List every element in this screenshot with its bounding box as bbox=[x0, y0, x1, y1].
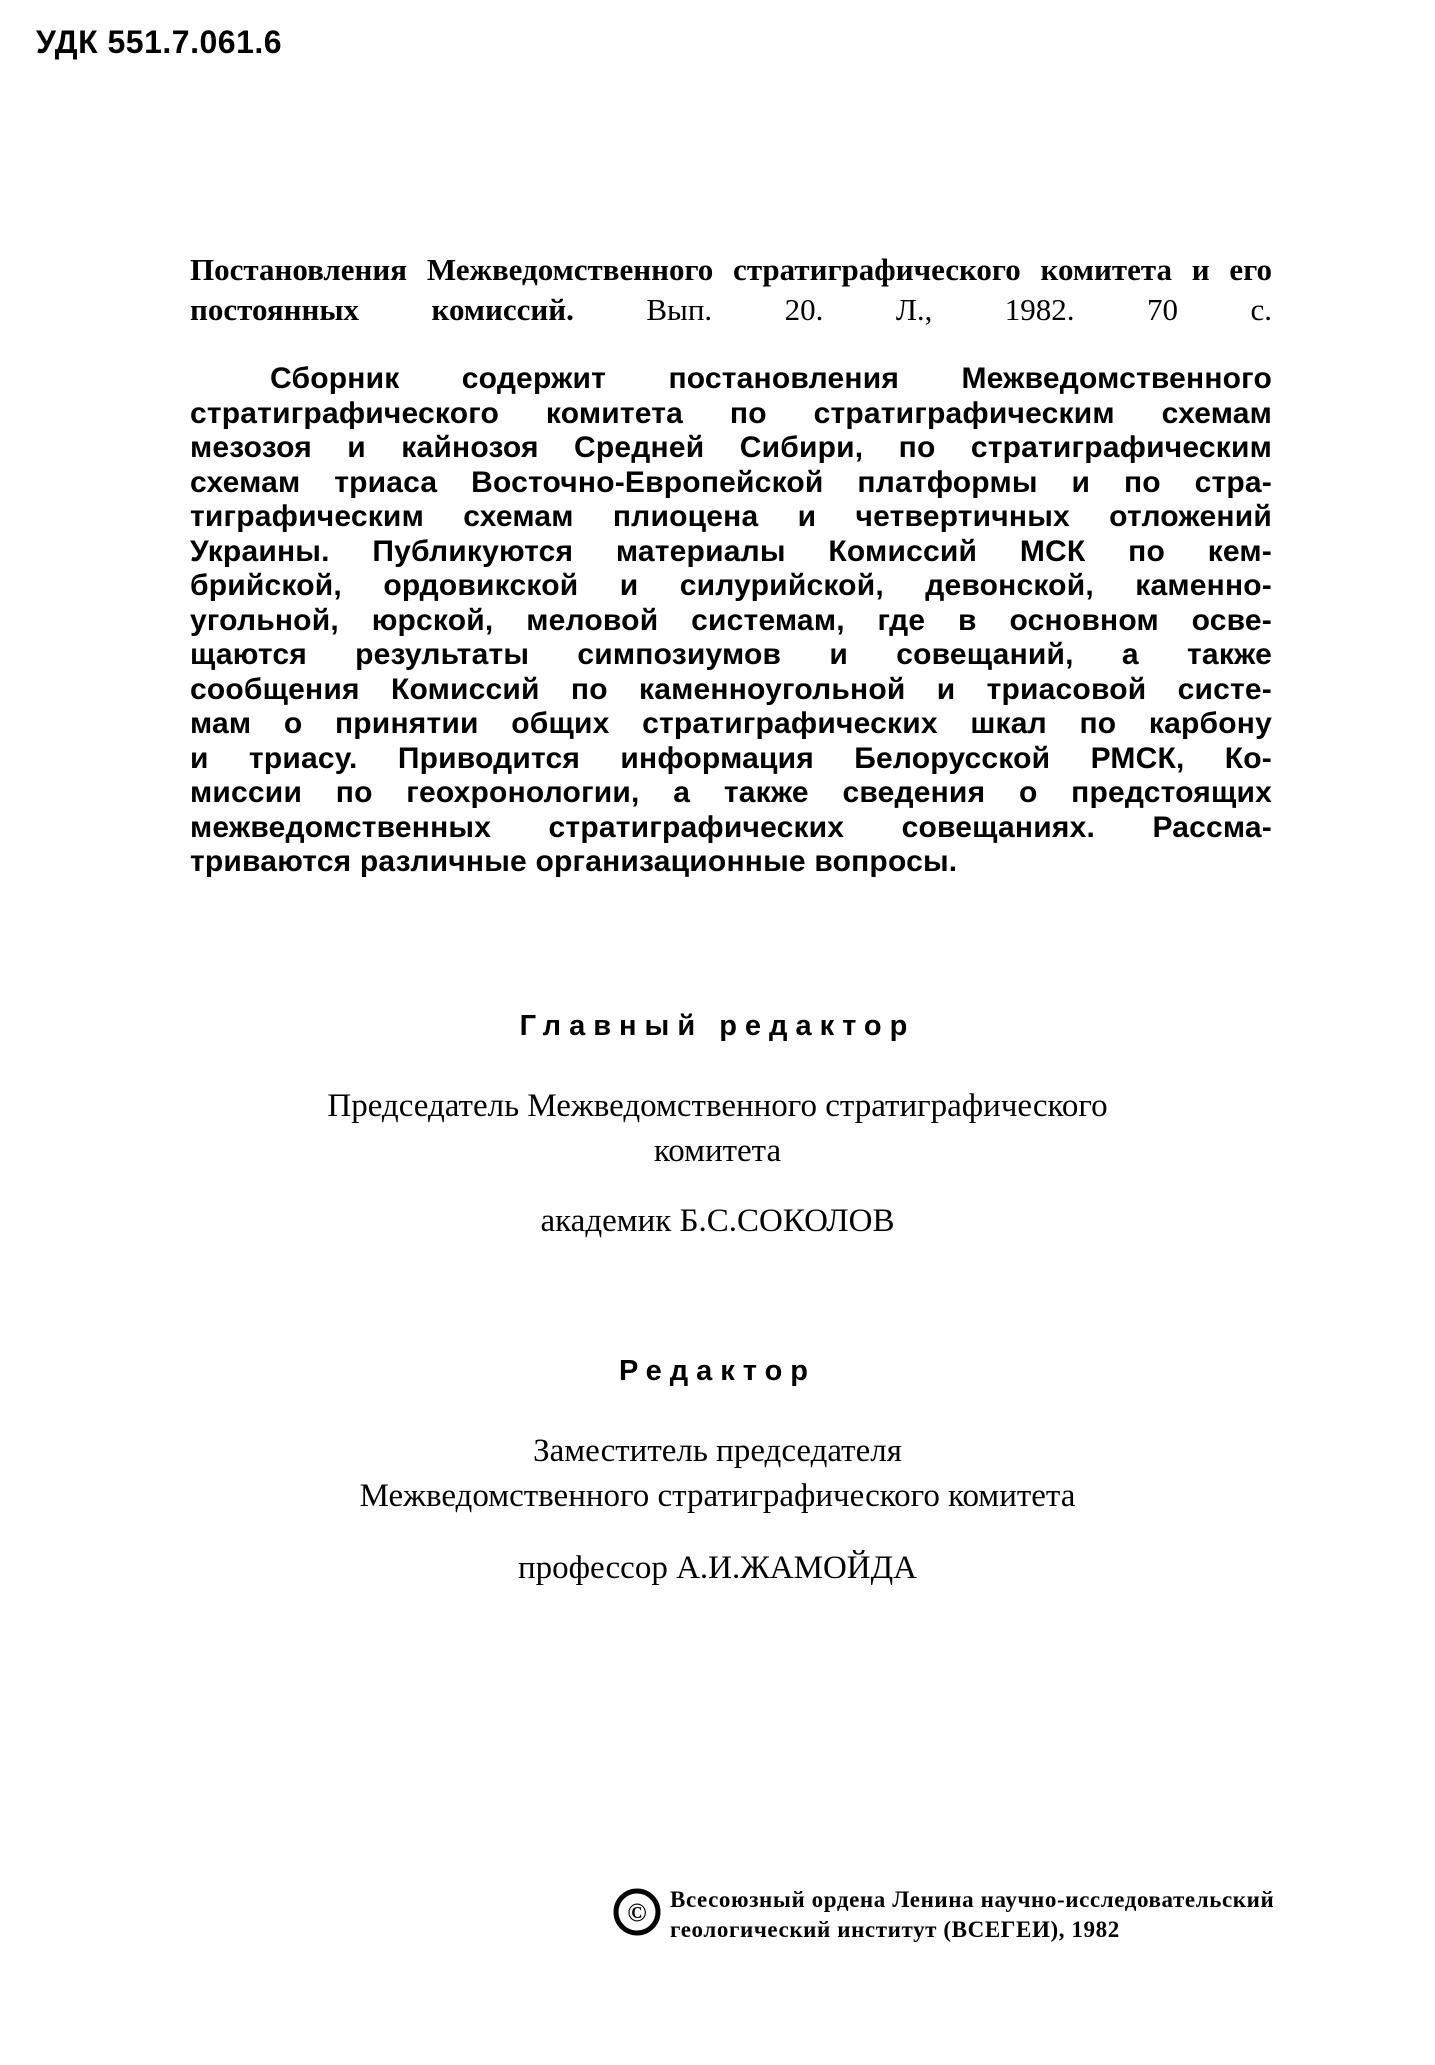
editor-name: профессор А.И.ЖАМОЙДА bbox=[518, 1550, 917, 1586]
chief-editor-heading: Главный редактор bbox=[519, 1010, 916, 1042]
abstract-line: межведомственных стратиграфических совещаниях. Рассма- bbox=[190, 810, 1272, 844]
copyright-icon bbox=[612, 1887, 662, 1937]
copyright-line1: Всесоюзный ордена Ленина научно-исследовательский bbox=[670, 1887, 1275, 1912]
copyright-symbol: © bbox=[627, 1898, 647, 1927]
abstract-line: схемам триаса Восточно-Европейской платформы и по стра- bbox=[190, 465, 1272, 499]
editor-position-line2: Межведомственного стратиграфического комитета bbox=[359, 1478, 1076, 1514]
abstract-line: стратиграфического комитета по стратиграфическим схемам bbox=[190, 396, 1272, 430]
udc-code: УДК 551.7.061.6 bbox=[36, 24, 283, 60]
abstract-line: сообщения Комиссий по каменноугольной и триасовой систе- bbox=[190, 672, 1272, 706]
abstract-line: Сборник содержит постановления Межведомственного bbox=[270, 362, 1272, 395]
copyright-notice bbox=[612, 1885, 1274, 1945]
editor-heading: Редактор bbox=[618, 1355, 817, 1387]
chief-editor-position-line2: комитета bbox=[653, 1133, 782, 1169]
abstract-line: щаются результаты симпозиумов и совещаний, а также bbox=[190, 638, 1272, 671]
abstract-line: и триасу. Приводится информация Белорусской РМСК, Ко- bbox=[190, 741, 1272, 775]
bibliographic-entry bbox=[190, 250, 1272, 330]
abstract-line: мезозоя и кайнозоя Средней Сибири, по стратиграфическим bbox=[190, 431, 1272, 464]
abstract-line: брийской, ордовикской и силурийской, девонской, каменно- bbox=[190, 569, 1272, 602]
publication-details: Вып. 20. Л., 1982. 70 с. bbox=[646, 292, 1272, 327]
publication-title: Постановления Межведомственного стратиграфического комитета и его постоянных комиссий. bbox=[190, 252, 1272, 327]
copyright-line2: геологический институт (ВСЕГЕИ), 1982 bbox=[670, 1917, 1120, 1942]
abstract-line: Украины. Публикуются материалы Комиссий МСК по кем- bbox=[190, 534, 1272, 568]
chief-editor-position-line1: Председатель Межведомственного стратиграфического bbox=[327, 1088, 1108, 1124]
abstract-line: тиграфическим схемам плиоцена и четвертичных отложений bbox=[190, 500, 1272, 533]
abstract-line: миссии по геохронологии, а также сведения о предстоящих bbox=[190, 776, 1272, 809]
abstract-line: триваются различные организационные вопросы. bbox=[190, 845, 958, 878]
chief-editor-name: академик Б.С.СОКОЛОВ bbox=[540, 1203, 895, 1239]
abstract-line: мам о принятии общих стратиграфических шкал по карбону bbox=[190, 707, 1272, 740]
editor-position-line1: Заместитель председателя bbox=[533, 1433, 902, 1469]
abstract bbox=[190, 362, 1272, 880]
abstract-line: угольной, юрской, меловой системам, где в основном осве- bbox=[190, 603, 1272, 637]
